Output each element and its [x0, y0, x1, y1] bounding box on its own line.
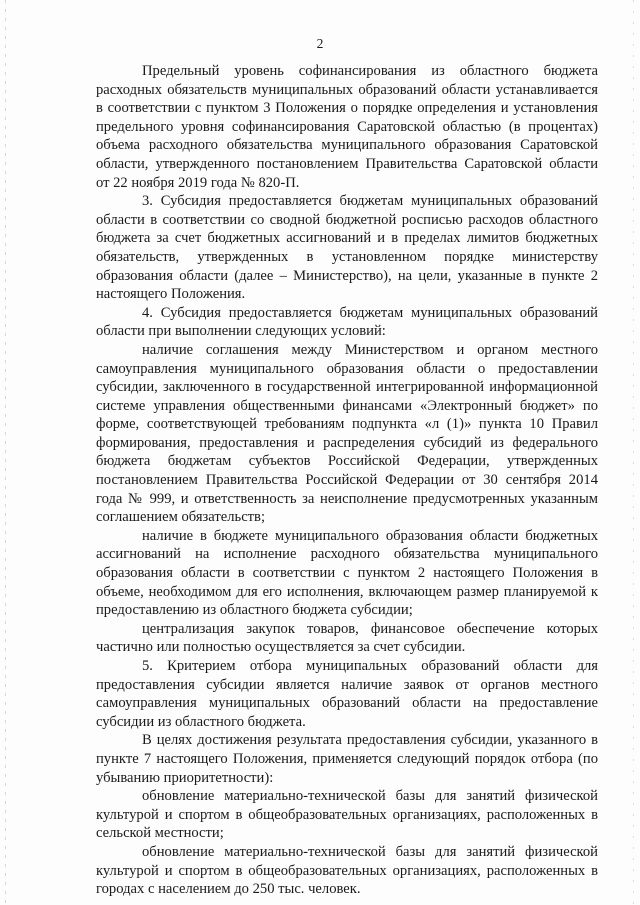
- paragraph-priority-cities: обновление материально-технической базы для занятий физической культурой и спортом в общеобразовательных организациях, расположенных в городах с населением до 250 тыс. человек.: [96, 843, 598, 898]
- paragraph-condition-procurement: централизация закупок товаров, финансовое обеспечение которых частично или полностью осуществляется за счет субсидии.: [96, 620, 598, 656]
- paragraph-priority-rural: обновление материально-технической базы для занятий физической культурой и спортом в общеобразовательных организациях, расположенных в сельской местности;: [96, 788, 598, 842]
- paragraph-item-4: 4. Субсидия предоставляется бюджетам муниципальных образований области при выполнении следующих условий:: [96, 304, 598, 340]
- paragraph-cofinancing-level: Предельный уровень софинансирования из областного бюджета расходных обязательств муниципальных образований области устанавливается в соответствии с пунктом 3 Положения о порядке определения и установления предельного уровня софинансирования Саратовской областью (в процентах) объема расходного обязательства муниципального образования Саратовской области, утвержденного постановлением Правительства Саратовской области от 22 ноября 2019 года № 820-П.: [96, 63, 598, 191]
- paragraph-item-5: 5. Критерием отбора муниципальных образований области для предоставления субсидии является наличие заявок от органов местного самоуправления муниципальных образований области на предоставление субсидии из областного бюджета.: [96, 658, 598, 730]
- scan-edge-left: [5, 0, 6, 905]
- document-body: [96, 62, 598, 899]
- paragraph-item-3: 3. Субсидия предоставляется бюджетам муниципальных образований области в соответствии со сводной бюджетной росписью расходов областного бюджета за счет бюджетных ассигнований и в пределах лимитов бюджетных обязательств, утвержденных в установленном порядке министерству образования области (далее – Министерство), на цели, указанные в пункте 2 настоящего Положения.: [96, 193, 598, 303]
- page-number: 2: [316, 36, 324, 51]
- paragraph-selection-order: В целях достижения результата предоставления субсидии, указанного в пункте 7 настоящего Положения, применяется следующий порядок отбора (по убыванию приоритетности):: [96, 732, 598, 786]
- paragraph-condition-budget: наличие в бюджете муниципального образования области бюджетных ассигнований на исполнение расходного обязательства муниципального образования области в соответствии с пунктом 2 настоящего Положения в объеме, необходимом для его исполнения, включающем размер планируемой к предоставлению из областного бюджета субсидии;: [96, 527, 598, 619]
- paragraph-condition-agreement: наличие соглашения между Министерством и органом местного самоуправления муниципального образования области о предоставлении субсидии, заключенного в государственной интегрированной информационной системе управления общественными финансами «Электронный бюджет» по форме, соответствующей требованиям подпункта «л (1)» пункта 10 Правил формирования, предоставления и распределения субсидий из федерального бюджета бюджетам субъектов Российской Федерации, утвержденных постановлением Правительства Российской Федерации от 30 сентября 2014 года № 999, и ответственность за неисполнение предусмотренных указанным соглашением обязательств;: [96, 341, 598, 526]
- scan-edge-right: [633, 0, 634, 905]
